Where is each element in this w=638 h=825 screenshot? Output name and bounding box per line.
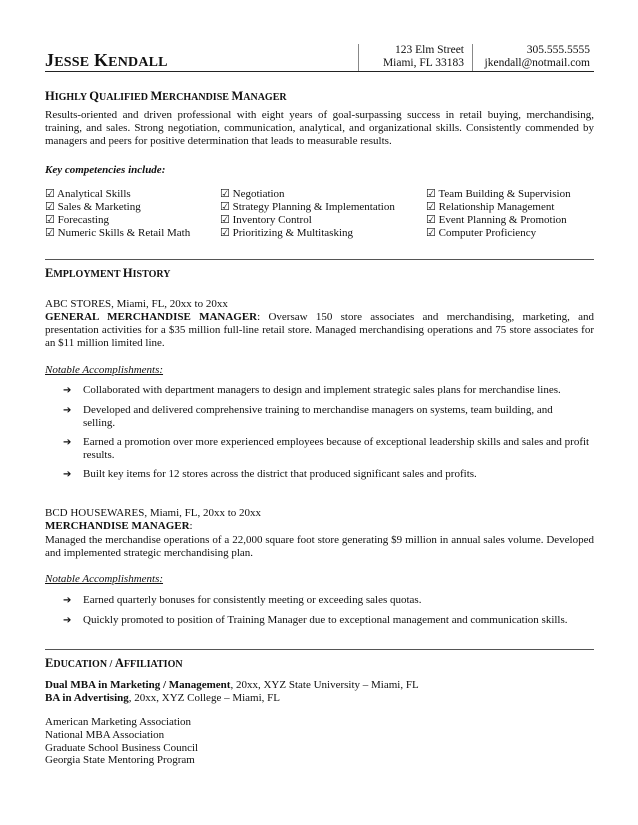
job1-title: GENERAL MERCHANDISE MANAGER — [45, 311, 258, 323]
checkbox-icon: ☑ — [220, 201, 230, 213]
competency-item: ☑ Strategy Planning & Implementation — [220, 201, 395, 213]
resume-name: JESSE KENDALL — [45, 50, 168, 70]
competency-item: ☑ Prioritizing & Multitasking — [220, 227, 354, 239]
competency-item: ☑ Analytical Skills — [45, 188, 131, 200]
arrow-icon: ➔ — [63, 469, 72, 480]
education-heading: EDUCATION / AFFILIATION — [45, 656, 183, 670]
accomplishment-item: ➔ Collaborated with department managers to design and implement strategic sales plans for merchandise lines. — [63, 384, 561, 396]
header-rule — [45, 71, 594, 72]
accomplishment-item: ➔ Earned a promotion over more experienced employees because of exceptional leadership skills and sales and profit results. — [63, 436, 590, 461]
competency-item: ☑ Team Building & Supervision — [426, 188, 571, 200]
checkbox-icon: ☑ — [220, 227, 230, 239]
accomplishment-item: ➔ Developed and delivered comprehensive training to merchandise managers on systems, team building, and selling. — [63, 404, 553, 429]
arrow-icon: ➔ — [63, 437, 72, 448]
affiliations-list — [45, 716, 198, 767]
competency-item: ☑ Sales & Marketing — [45, 201, 141, 213]
competencies-label: Key competencies include: — [45, 164, 166, 176]
header-divider-left — [358, 44, 359, 72]
job1-description: GENERAL MERCHANDISE MANAGER: Oversaw 150 store associates and merchandising, marketing, and presentation activities for a $35 million full-line retail store. Managed merchandising operations and 75 store associates for an $11 million limited line. — [45, 311, 595, 349]
section-rule — [45, 259, 594, 260]
checkbox-icon: ☑ — [426, 227, 436, 239]
job2-description: Managed the merchandise operations of a 22,000 square foot store generating $9 million in annual sales volume. Developed and implemented strategic merchandising plan. — [45, 534, 594, 559]
degree-1: Dual MBA in Marketing / Management, 20xx, XYZ State University – Miami, FL — [45, 679, 419, 691]
checkbox-icon: ☑ — [220, 188, 230, 200]
arrow-icon: ➔ — [63, 595, 72, 606]
affiliation-item: American Marketing Association — [45, 716, 192, 728]
affiliation-item: Georgia State Mentoring Program — [45, 754, 195, 767]
checkbox-icon: ☑ — [45, 227, 55, 239]
arrow-icon: ➔ — [63, 385, 72, 396]
competencies-col2 — [220, 188, 395, 240]
competencies-col3 — [426, 188, 571, 240]
contact-block — [476, 44, 590, 70]
job2-title-line: MERCHANDISE MANAGER: — [45, 520, 193, 532]
competency-item: ☑ Relationship Management — [426, 201, 555, 213]
competency-item: ☑ Event Planning & Promotion — [426, 214, 567, 226]
affiliation-item: National MBA Association — [45, 728, 165, 741]
checkbox-icon: ☑ — [45, 214, 55, 226]
competency-item: ☑ Computer Proficiency — [426, 227, 537, 239]
affiliation-item: Graduate School Business Council — [45, 741, 199, 754]
job2-notable-label: Notable Accomplishments: — [45, 573, 164, 585]
job2-company: BCD HOUSEWARES, Miami, FL, 20xx to 20xx — [45, 507, 262, 519]
competency-item: ☑ Forecasting — [45, 214, 109, 226]
address-line1: 123 Elm Street — [395, 44, 464, 56]
summary-text: Results-oriented and driven professional with eight years of goal-surpassing success in retail buying, merchandising, training, and sales. Strong negotiation, communication, analytical, and organizational skills. Consistently commended by managers and peers for positive determination that leads to measurable results. — [45, 109, 594, 147]
job1-notable-label: Notable Accomplishments: — [45, 364, 164, 376]
email[interactable]: jkendall@notmail.com — [484, 57, 590, 69]
accomplishment-item: ➔ Built key items for 12 stores across the district that produced significant sales and profits. — [63, 468, 477, 480]
summary-title: HIGHLY QUALIFIED MERCHANDISE MANAGER — [45, 89, 287, 103]
checkbox-icon: ☑ — [426, 201, 436, 213]
checkbox-icon: ☑ — [220, 214, 230, 226]
address-line2: Miami, FL 33183 — [382, 57, 464, 69]
competency-item: ☑ Negotiation — [220, 188, 285, 200]
job1-company: ABC STORES, Miami, FL, 20xx to 20xx — [45, 298, 228, 310]
accomplishment-item: ➔ Earned quarterly bonuses for consistently meeting or exceeding sales quotas. — [63, 594, 422, 606]
employment-heading: EMPLOYMENT HISTORY — [45, 266, 171, 280]
competencies-col1 — [45, 188, 190, 240]
phone: 305.555.5555 — [526, 44, 590, 56]
accomplishment-item: ➔ Quickly promoted to position of Training Manager due to exceptional management and communication skills. — [63, 614, 568, 626]
degree-2: BA in Advertising, 20xx, XYZ College – Miami, FL — [45, 692, 280, 704]
checkbox-icon: ☑ — [45, 201, 55, 213]
competency-item: ☑ Inventory Control — [220, 214, 312, 226]
checkbox-icon: ☑ — [426, 214, 436, 226]
arrow-icon: ➔ — [63, 615, 72, 626]
header-divider-right — [472, 44, 473, 72]
competency-item: ☑ Numeric Skills & Retail Math — [45, 227, 191, 239]
checkbox-icon: ☑ — [45, 188, 55, 200]
job2-title: MERCHANDISE MANAGER — [45, 520, 190, 532]
section-rule — [45, 649, 594, 650]
checkbox-icon: ☑ — [426, 188, 436, 200]
address-block — [362, 44, 464, 70]
arrow-icon: ➔ — [63, 405, 72, 416]
